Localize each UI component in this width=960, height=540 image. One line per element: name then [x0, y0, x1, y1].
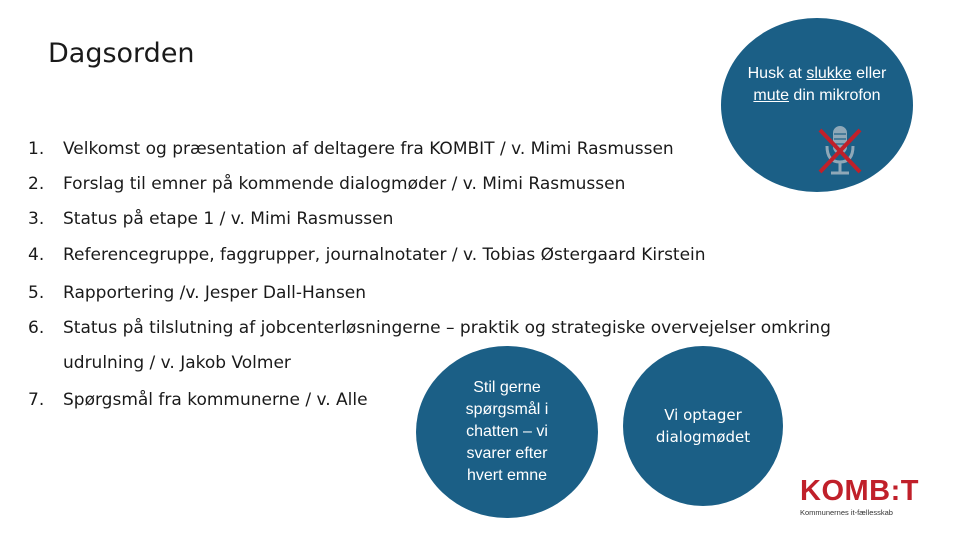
agenda-number: 7.	[28, 390, 45, 410]
agenda-text: udrulning / v. Jakob Volmer	[63, 353, 291, 373]
logo-wordmark: KOMB:T	[800, 475, 919, 507]
mute-reminder-slukke: slukke	[806, 65, 852, 82]
mute-reminder-badge	[721, 18, 913, 192]
agenda-number: 4.	[28, 245, 45, 265]
agenda-text: Forslag til emner på kommende dialogmøder / v. Mimi Rasmussen	[63, 174, 626, 194]
mute-reminder-part1: Husk at	[747, 65, 807, 82]
questions-line: hvert emne	[466, 467, 548, 484]
mute-reminder-mute: mute	[753, 87, 789, 104]
recording-badge	[623, 346, 783, 506]
agenda-number: 2.	[28, 174, 45, 194]
agenda-text: Rapportering /v. Jesper Dall-Hansen	[63, 283, 367, 303]
agenda-text: Referencegruppe, faggrupper, journalnotater / v. Tobias Østergaard Kirstein	[63, 245, 706, 265]
recording-line: Vi optager	[664, 406, 742, 424]
kombit-logo	[800, 476, 924, 520]
questions-badge	[416, 346, 598, 518]
agenda-number: 1.	[28, 139, 45, 159]
mute-reminder-part2: eller	[851, 65, 887, 82]
recording-text	[656, 404, 750, 448]
slide-title: Dagsorden	[48, 38, 195, 69]
questions-line: chatten – vi	[466, 423, 548, 440]
agenda-number: 5.	[28, 283, 45, 303]
mute-reminder-text	[748, 63, 887, 107]
agenda-text: Status på etape 1 / v. Mimi Rasmussen	[63, 209, 394, 229]
muted-microphone-icon	[815, 124, 865, 182]
questions-line: svarer efter	[466, 445, 548, 462]
recording-line: dialogmødet	[655, 428, 751, 446]
questions-line: Stil gerne	[473, 379, 541, 396]
agenda-number: 3.	[28, 209, 45, 229]
agenda-number: 6.	[28, 318, 45, 338]
questions-text	[452, 377, 562, 487]
agenda-text: Status på tilslutning af jobcenterløsningerne – praktik og strategiske overvejelser omkring	[63, 318, 831, 338]
agenda-text: Velkomst og præsentation af deltagere fra KOMBIT / v. Mimi Rasmussen	[63, 139, 674, 159]
questions-line: spørgsmål i	[465, 401, 549, 418]
agenda-text: Spørgsmål fra kommunerne / v. Alle	[63, 390, 368, 410]
logo-tagline: Kommunernes it-fællesskab	[800, 508, 893, 517]
mute-reminder-part3: din mikrofon	[788, 87, 881, 104]
